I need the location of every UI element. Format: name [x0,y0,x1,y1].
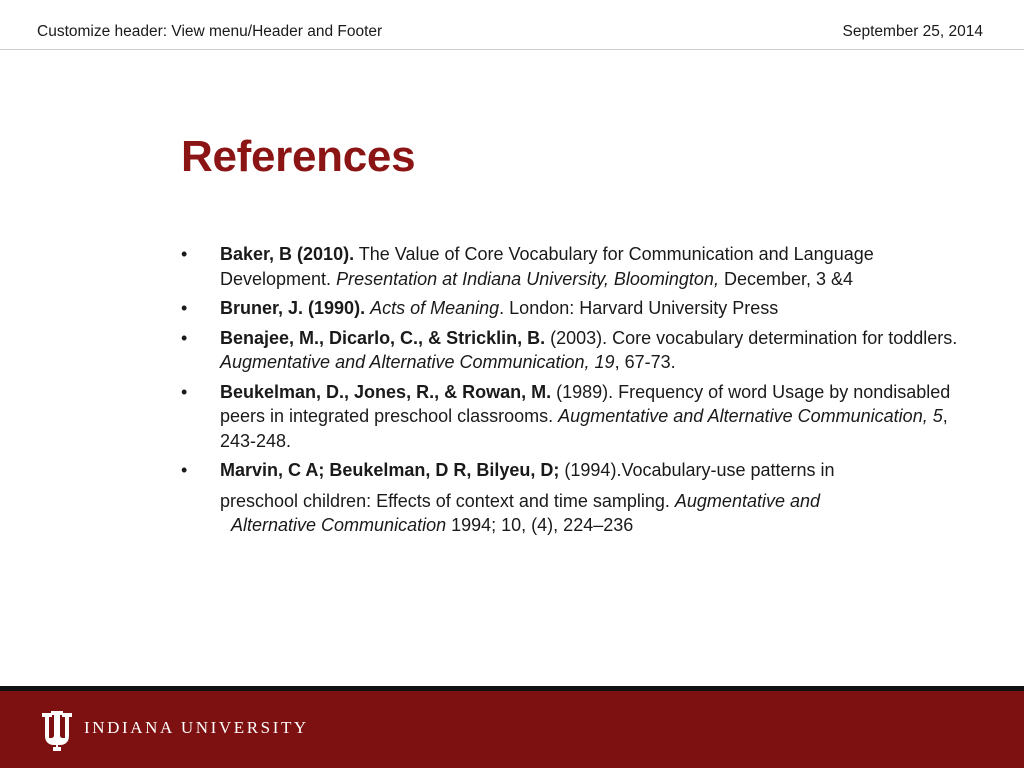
slide-title: References [181,132,416,181]
reference-authors: Marvin, C A; Beukelman, D R, Bilyeu, D; [220,460,560,480]
reference-continuation [220,489,971,514]
reference-item [181,242,971,291]
bullet: • [181,381,188,402]
bullet: • [181,298,188,318]
reference-text: , 67-73. [614,352,676,372]
reference-authors: Benajee, M., Dicarlo, C., & Stricklin, B. [220,327,546,348]
reference-authors: Beukelman, D., Jones, R., & Rowan, M. [220,381,552,402]
reference-source: Presentation at Indiana University, Bloomington, [336,268,719,289]
reference-text: . London: Harvard University Press [499,298,779,318]
reference-item [181,296,971,321]
reference-authors: Baker, B (2010). [220,244,355,264]
bullet: • [181,460,188,480]
reference-source: Alternative Communication [231,515,447,535]
bullet: • [181,244,188,264]
reference-source: Augmentative and [674,490,821,511]
reference-item [181,326,971,375]
iu-trident-logo-icon [40,709,74,751]
reference-text: , 243-248. [220,406,948,451]
reference-text: (1989). Frequency of word Usage by nondisabled peers in integrated preschool classrooms. [220,381,951,426]
header-date: September 25, 2014 [842,23,983,40]
reference-text: (2003). Core vocabulary determination for toddlers. [545,327,958,348]
reference-text: December, 3 &4 [718,268,854,289]
reference-item [181,458,971,538]
reference-source: Augmentative and Alternative Communication, 19 [220,352,615,372]
bullet: • [181,327,188,348]
reference-authors: Bruner, J. (1990). [220,298,366,318]
reference-item [181,380,971,454]
slide-header [0,0,1024,50]
reference-continuation [220,513,971,538]
reference-text: (1994).Vocabulary-use patterns in [559,460,835,480]
university-name: INDIANA UNIVERSITY [84,718,309,737]
reference-source: Acts of Meaning [370,298,500,318]
slide-footer [0,691,1024,768]
reference-text: The Value of Core Vocabulary for Communication and Language Development. [220,244,874,289]
reference-source: Augmentative and Alternative Communication, 5 [558,406,943,426]
references-list [181,242,971,543]
header-text: Customize header: View menu/Header and Footer [37,23,383,40]
reference-text: 1994; 10, (4), 224–236 [446,515,634,535]
reference-text: preschool children: Effects of context and time sampling. [220,490,675,511]
